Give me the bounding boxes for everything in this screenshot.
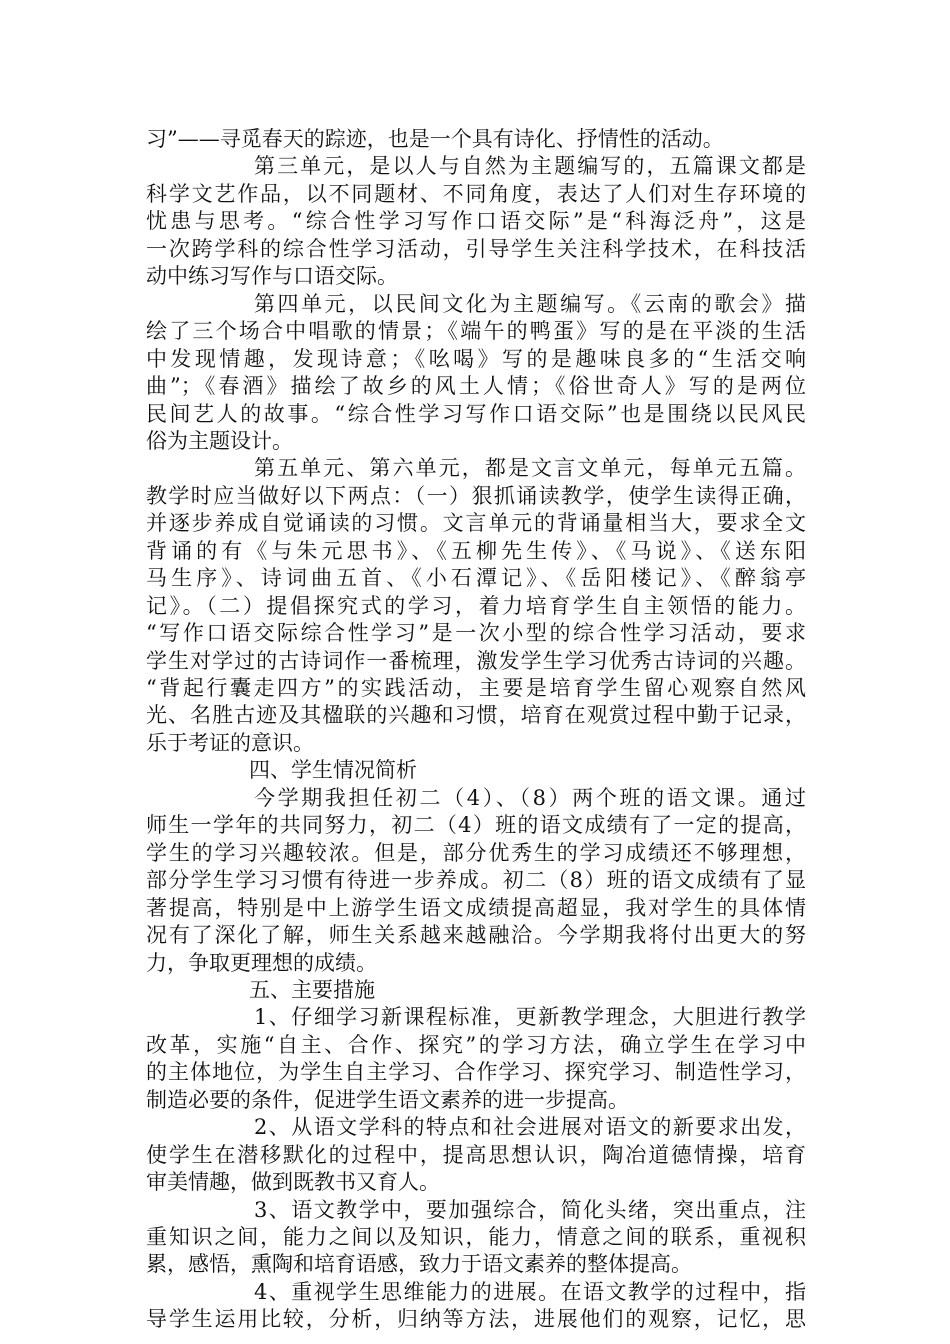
text-line: 绘了三个场合中唱歌的情景；《端午的鸭蛋》写的是在平淡的生活 (146, 319, 806, 343)
text-line: 俗为主题设计。 (146, 429, 293, 453)
text-line: 的主体地位，为学生自主学习、合作学习、探究学习、制造性学习， (146, 1060, 806, 1084)
text-line: 曲”；《春酒》描绘了故乡的风土人情；《俗世奇人》写的是两位 (146, 374, 806, 398)
text-line: 四、学生情况简析 (249, 758, 417, 782)
text-line: 乐于考证的意识。 (146, 731, 314, 755)
text-line: 改革，实施“自主、合作、探究”的学习方法，确立学生在学习中 (146, 1033, 806, 1057)
text-line: 著提高，特别是中上游学生语文成绩提高超显，我对学生的具体情 (146, 896, 806, 920)
text-line: 累，感悟，熏陶和培育语感，致力于语文素养的整体提高。 (146, 1252, 692, 1276)
text-line: 学生的学习兴趣较浓。但是，部分优秀生的学习成绩还不够理想， (146, 841, 806, 865)
text-line: 2、从语文学科的特点和社会进展对语文的新要求出发， (254, 1115, 806, 1139)
text-line: 导学生运用比较，分析，归纳等方法，进展他们的观察，记忆，思 (146, 1307, 806, 1331)
text-line: “写作口语交际综合性学习”是一次小型的综合性学习活动，要求 (146, 621, 806, 645)
text-line: 审美情趣，做到既教书又育人。 (146, 1170, 440, 1194)
text-line: 中发现情趣，发现诗意；《吆喝》写的是趣味良多的“生活交响 (146, 347, 806, 371)
text-line: 重知识之间，能力之间以及知识，能力，情意之间的联系，重视积 (146, 1225, 806, 1249)
text-line: 记》。（二）提倡探究式的学习，着力培育学生自主领悟的能力。 (146, 594, 806, 618)
text-line: 教学时应当做好以下两点：（一）狠抓诵读教学，使学生读得正确， (146, 484, 806, 508)
text-line: 并逐步养成自觉诵读的习惯。文言单元的背诵量相当大，要求全文 (146, 511, 806, 535)
text-line: 3、语文教学中，要加强综合，简化头绪，突出重点，注 (254, 1198, 806, 1222)
text-line: 力，争取更理想的成绩。 (146, 951, 377, 975)
text-line: 今学期我担任初二（4）、（8）两个班的语文课。通过 (254, 786, 806, 810)
text-line: 光、名胜古迹及其楹联的兴趣和习惯，培育在观赏过程中勤于记录， (146, 703, 806, 727)
text-line: 科学文艺作品，以不同题材、不同角度，表达了人们对生存环境的 (146, 182, 806, 206)
text-line: 第五单元、第六单元，都是文言文单元，每单元五篇。 (254, 456, 806, 480)
text-line: 制造必要的条件，促进学生语文素养的进一步提高。 (146, 1088, 629, 1112)
text-line: 背诵的有《与朱元思书》、《五柳先生传》、《马说》、《送东阳 (146, 539, 806, 563)
text-line: 第四单元，以民间文化为主题编写。《云南的歌会》描 (254, 292, 806, 316)
text-line: 部分学生学习习惯有待进一步养成。初二（8）班的语文成绩有了显 (146, 868, 806, 892)
text-line: 民间艺人的故事。“综合性学习写作口语交际”也是围绕以民风民 (146, 402, 806, 426)
text-line: 1、仔细学习新课程标准，更新教学理念，大胆进行教学 (254, 1005, 806, 1029)
text-line: 况有了深化了解，师生关系越来越融洽。今学期我将付出更大的努 (146, 923, 806, 947)
text-line: 第三单元，是以人与自然为主题编写的，五篇课文都是 (254, 154, 806, 178)
text-line: 4、重视学生思维能力的进展。在语文教学的过程中，指 (254, 1280, 806, 1304)
text-line: 动中练习写作与口语交际。 (146, 264, 398, 288)
text-line: 一次跨学科的综合性学习活动，引导学生关注科学技术，在科技活 (146, 237, 806, 261)
text-line: 忧患与思考。“综合性学习写作口语交际”是“科海泛舟”，这是 (146, 209, 806, 233)
text-line: 使学生在潜移默化的过程中，提高思想认识，陶冶道德情操，培育 (146, 1143, 806, 1167)
text-line: 习”——寻觅春天的踪迹，也是一个具有诗化、抒情性的活动。 (146, 127, 724, 151)
text-line: 五、主要措施 (249, 978, 375, 1002)
text-line: 师生一学年的共同努力，初二（4）班的语文成绩有了一定的提高， (146, 813, 806, 837)
text-line: 马生序》、诗词曲五首、《小石潭记》、《岳阳楼记》、《醉翁亭 (146, 566, 806, 590)
text-line: 学生对学过的古诗词作一番梳理，激发学生学习优秀古诗词的兴趣。 (146, 649, 806, 673)
text-line: “背起行囊走四方”的实践活动，主要是培育学生留心观察自然风 (146, 676, 806, 700)
